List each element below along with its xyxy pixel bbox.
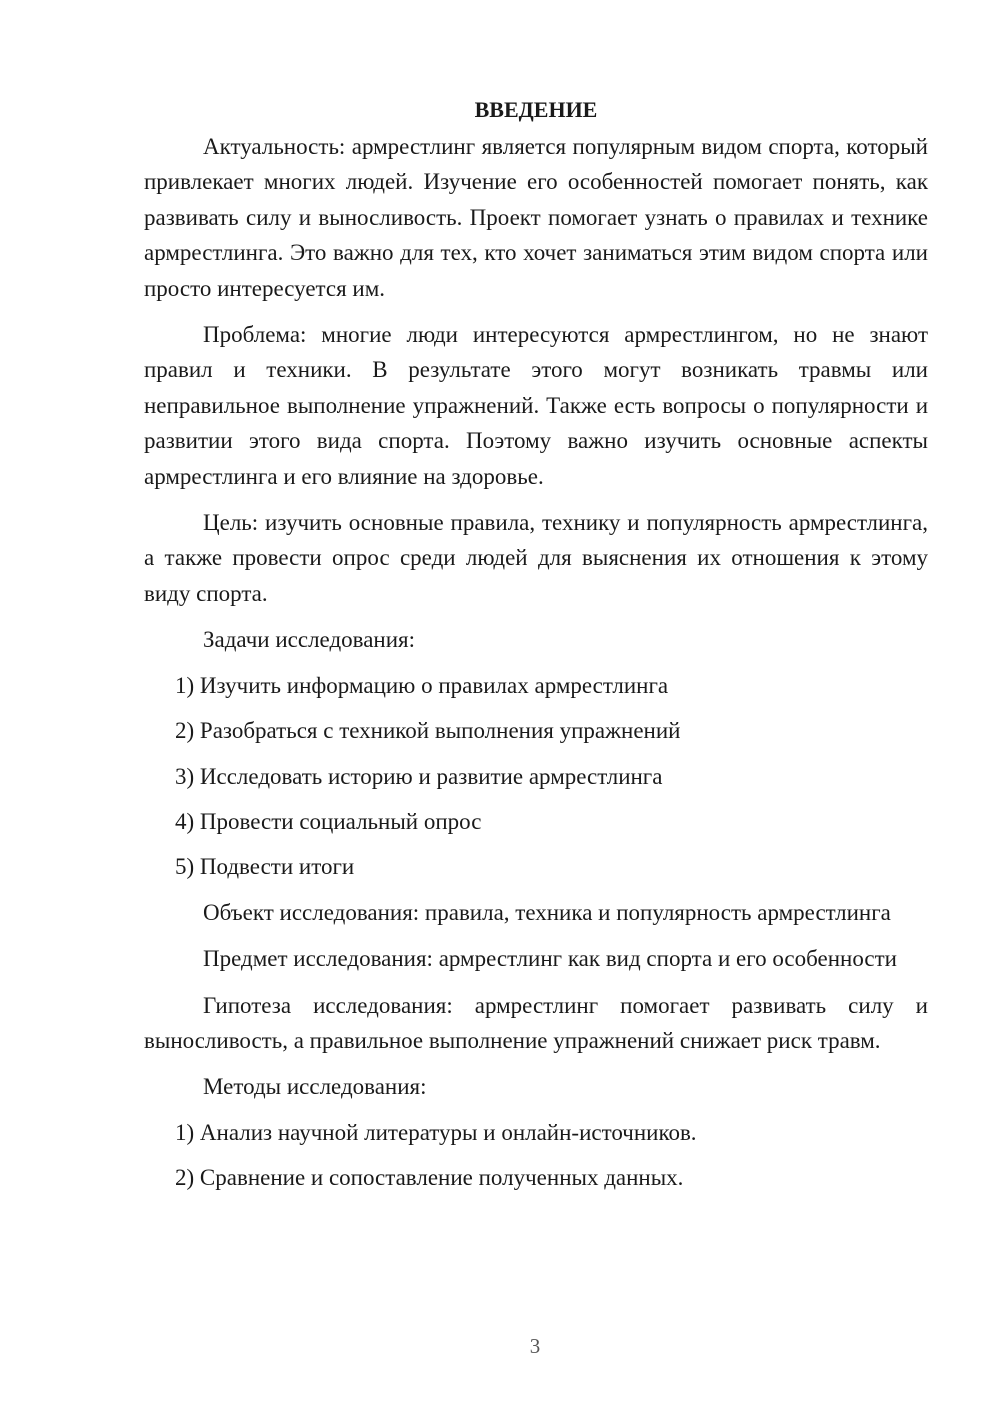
task-item: 2) Разобраться с техникой выполнения упражнений [175,718,681,744]
methods-list [144,1115,928,1196]
problem-paragraph: Проблема: многие люди интересуются армрестлингом, но не знают правил и техники. В результате этого могут возникать травмы или неправильное выполнение упражнений. Также есть вопросы о популярности и развитии этого вида спорта. Поэтому важно изучить основные аспекты армрестлинга и его влияние на здоровье. [144,322,928,489]
page-content [144,93,928,1206]
method-item: 2) Сравнение и сопоставление полученных данных. [175,1165,684,1191]
goal-paragraph: Цель: изучить основные правила, технику и популярность армрестлинга, а также провести опрос среди людей для выяснения их отношения к этому виду спорта. [144,510,928,606]
task-item: 4) Провести социальный опрос [175,808,482,834]
section-title: ВВЕДЕНИЕ [474,97,598,122]
method-item: 1) Анализ научной литературы и онлайн-источников. [175,1119,697,1145]
page-number: 3 [529,1334,541,1358]
relevance-paragraph: Актуальность: армрестлинг является популярным видом спорта, который привлекает многих людей. Изучение его особенностей помогает понять, как развивать силу и выносливость. Проект помогает узнать о правилах и технике армрестлинга. Это важно для тех, кто хочет заниматься этим видом спорта или просто интересуется им. [144,134,928,301]
subject-paragraph: Предмет исследования: армрестлинг как вид спорта и его особенности [203,946,897,972]
tasks-label: Задачи исследования: [203,627,416,653]
methods-label: Методы исследования: [203,1074,427,1100]
object-paragraph: Объект исследования: правила, техника и популярность армрестлинга [203,899,891,925]
tasks-list [144,668,928,885]
task-item: 5) Подвести итоги [175,854,355,880]
task-item: 3) Исследовать историю и развитие армрестлинга [175,763,663,789]
task-item: 1) Изучить информацию о правилах армрестлинга [175,672,669,698]
hypothesis-paragraph: Гипотеза исследования: армрестлинг помогает развивать силу и выносливость, а правильное выполнение упражнений снижает риск травм. [144,992,928,1053]
